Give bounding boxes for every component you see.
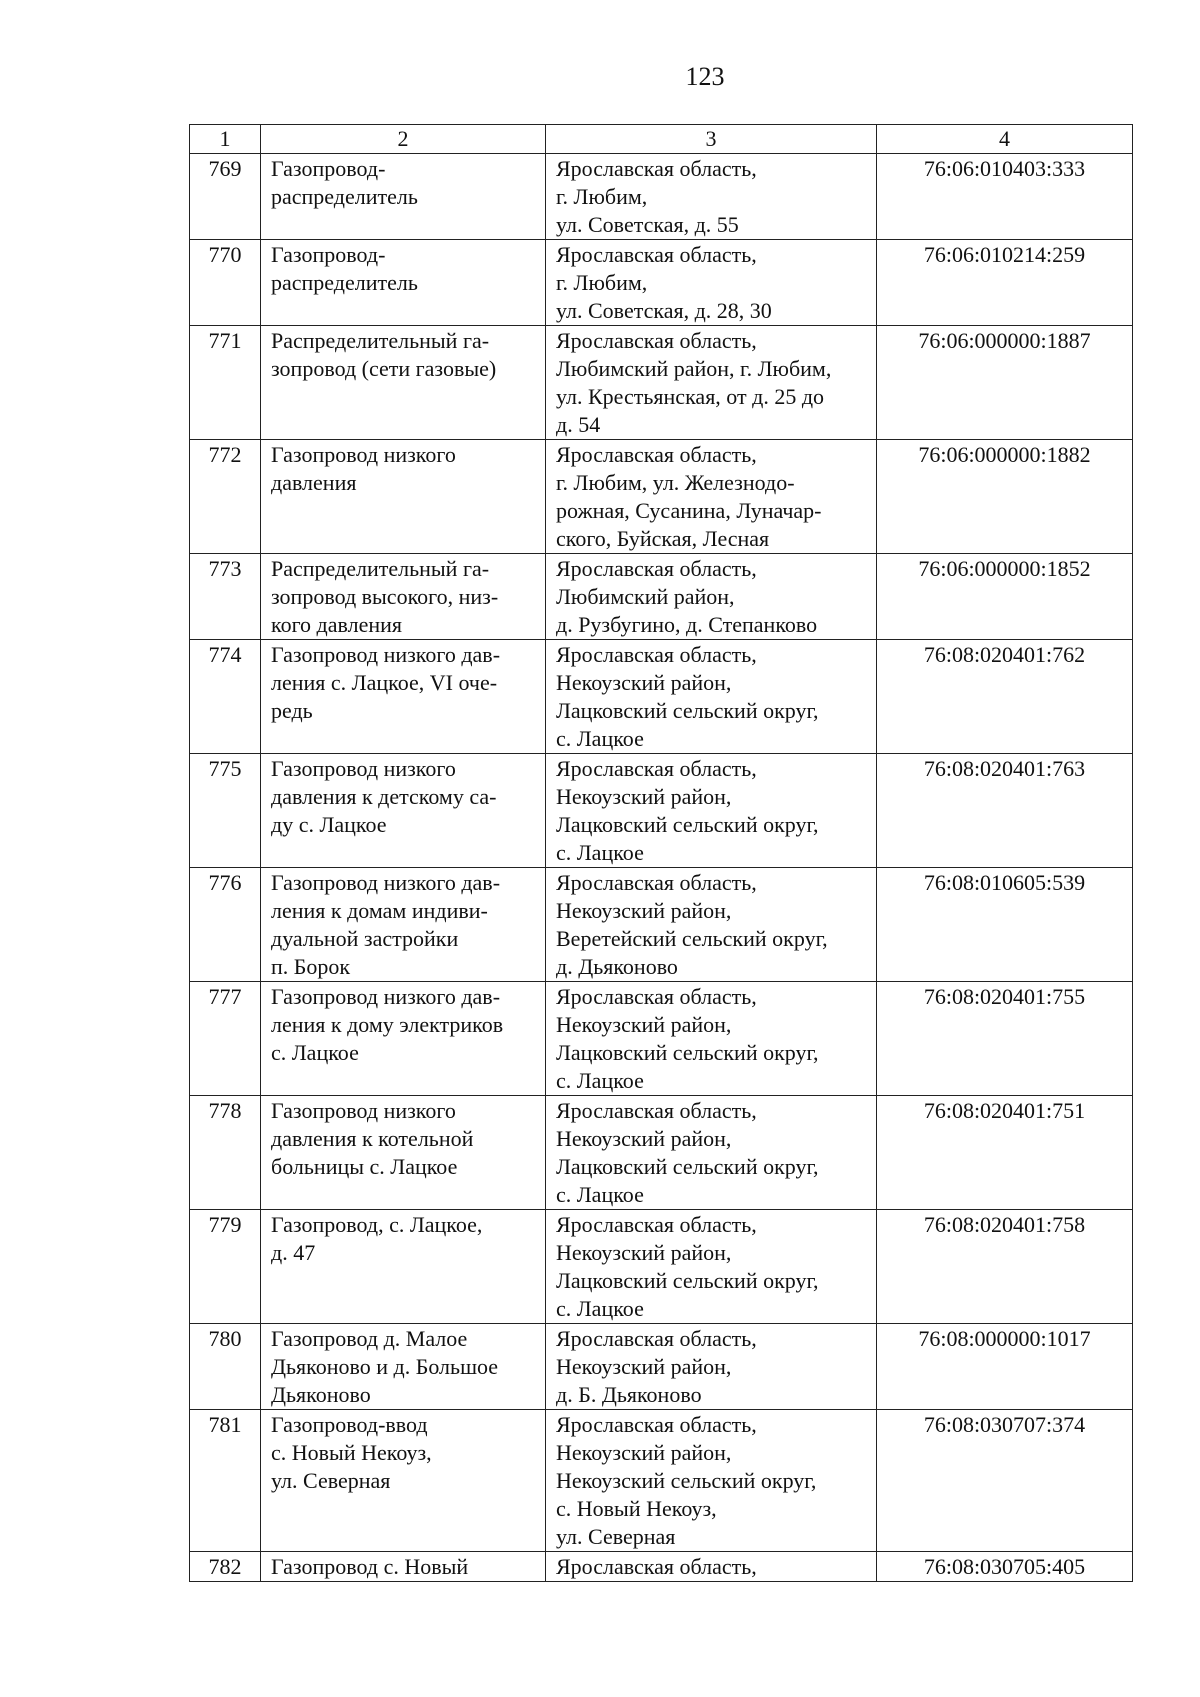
text-line: давления к котельной [271, 1126, 474, 1151]
object-name-cell [261, 1096, 546, 1210]
address-cell [546, 982, 877, 1096]
row-number-cell: 782 [190, 1552, 261, 1582]
text-line: г. Любим, [556, 270, 648, 295]
text-line: Некоузский район, [556, 898, 732, 923]
header-row [190, 125, 1133, 154]
text-line: д. 54 [556, 412, 601, 437]
text-line: д. Б. Дьяконово [556, 1382, 702, 1407]
text-line: Газопровод низкого [271, 756, 456, 781]
cadastral-number-cell: 76:08:020401:762 [877, 640, 1133, 754]
text-line: Некоузский сельский округ, [556, 1468, 817, 1493]
object-name-cell [261, 1210, 546, 1324]
text-line: зопровод высокого, низ- [271, 584, 499, 609]
cadastral-number-cell: 76:08:030705:405 [877, 1552, 1133, 1582]
object-name-cell [261, 754, 546, 868]
cadastral-number-cell: 76:08:020401:763 [877, 754, 1133, 868]
object-name-cell [261, 640, 546, 754]
text-line: давления [271, 470, 357, 495]
object-name-cell [261, 982, 546, 1096]
text-line: ул. Северная [556, 1524, 676, 1549]
text-line: редь [271, 698, 313, 723]
object-name-cell [261, 554, 546, 640]
text-line: Газопровод- [271, 242, 386, 267]
text-line: с. Лацкое [556, 1182, 644, 1207]
table-row [190, 754, 1133, 868]
text-line: Ярославская область, [556, 556, 757, 581]
table-row [190, 640, 1133, 754]
text-line: Некоузский район, [556, 1440, 732, 1465]
address-cell [546, 1210, 877, 1324]
table-row [190, 440, 1133, 554]
text-line: Любимский район, [556, 584, 735, 609]
text-line: Ярославская область, [556, 756, 757, 781]
text-line: Газопровод низкого дав- [271, 642, 501, 667]
cadastral-number-cell: 76:06:000000:1887 [877, 326, 1133, 440]
row-number-cell: 779 [190, 1210, 261, 1324]
row-number-cell: 776 [190, 868, 261, 982]
text-line: Любимский район, г. Любим, [556, 356, 832, 381]
text-line: Ярославская область, [556, 242, 757, 267]
text-line: ул. Крестьянская, от д. 25 до [556, 384, 825, 409]
row-number-cell: 777 [190, 982, 261, 1096]
text-line: г. Любим, ул. Железнодо- [556, 470, 795, 495]
address-cell [546, 1096, 877, 1210]
row-number-cell: 770 [190, 240, 261, 326]
address-cell [546, 640, 877, 754]
address-cell [546, 868, 877, 982]
text-line: дуальной застройки [271, 926, 459, 951]
table-row [190, 1210, 1133, 1324]
table-row [190, 982, 1133, 1096]
text-line: Ярославская область, [556, 328, 757, 353]
text-line: кого давления [271, 612, 403, 637]
text-line: Распределительный га- [271, 328, 490, 353]
text-line: Газопровод низкого [271, 1098, 456, 1123]
text-line: Дьяконово [271, 1382, 371, 1407]
text-line: ду с. Лацкое [271, 812, 387, 837]
address-cell [546, 1324, 877, 1410]
text-line: Некоузский район, [556, 1240, 732, 1265]
text-line: Газопровод-ввод [271, 1412, 428, 1437]
text-line: зопровод (сети газовые) [271, 356, 497, 381]
row-number-cell: 778 [190, 1096, 261, 1210]
registry-table [189, 124, 1133, 1582]
text-line: с. Новый Некоуз, [556, 1496, 717, 1521]
address-cell [546, 554, 877, 640]
text-line: Некоузский район, [556, 784, 732, 809]
address-cell [546, 154, 877, 240]
table-row [190, 154, 1133, 240]
text-line: Ярославская область, [556, 442, 757, 467]
column-header-1: 1 [190, 125, 261, 154]
text-line: давления к детскому са- [271, 784, 497, 809]
text-line: с. Лацкое [271, 1040, 359, 1065]
address-cell [546, 1410, 877, 1552]
text-line: Газопровод д. Малое [271, 1326, 468, 1351]
table-row [190, 326, 1133, 440]
text-line: Газопровод низкого [271, 442, 456, 467]
text-line: Некоузский район, [556, 1126, 732, 1151]
cadastral-number-cell: 76:08:010605:539 [877, 868, 1133, 982]
text-line: больницы с. Лацкое [271, 1154, 458, 1179]
text-line: Лацковский сельский округ, [556, 812, 819, 837]
cadastral-number-cell: 76:08:030707:374 [877, 1410, 1133, 1552]
table-row [190, 240, 1133, 326]
text-line: ского, Буйская, Лесная [556, 526, 770, 551]
row-number-cell: 769 [190, 154, 261, 240]
address-cell [546, 754, 877, 868]
text-line: Некоузский район, [556, 1354, 732, 1379]
row-number-cell: 772 [190, 440, 261, 554]
text-line: Газопровод низкого дав- [271, 984, 501, 1009]
text-line: Дьяконово и д. Большое [271, 1354, 499, 1379]
address-cell [546, 240, 877, 326]
object-name-cell [261, 1552, 546, 1582]
text-line: ул. Советская, д. 55 [556, 212, 739, 237]
cadastral-number-cell: 76:08:020401:755 [877, 982, 1133, 1096]
text-line: с. Лацкое [556, 840, 644, 865]
text-line: с. Лацкое [556, 1068, 644, 1093]
text-line: с. Лацкое [556, 726, 644, 751]
text-line: Ярославская область, [556, 156, 757, 181]
row-number-cell: 781 [190, 1410, 261, 1552]
column-header-3: 3 [546, 125, 877, 154]
cadastral-number-cell: 76:08:000000:1017 [877, 1324, 1133, 1410]
row-number-cell: 775 [190, 754, 261, 868]
object-name-cell [261, 326, 546, 440]
object-name-cell [261, 154, 546, 240]
text-line: Газопровод с. Новый [271, 1554, 469, 1579]
text-line: Лацковский сельский округ, [556, 698, 819, 723]
text-line: с. Лацкое [556, 1296, 644, 1321]
row-number-cell: 771 [190, 326, 261, 440]
text-line: распределитель [271, 270, 418, 295]
row-number-cell: 774 [190, 640, 261, 754]
text-line: распределитель [271, 184, 418, 209]
cadastral-number-cell: 76:08:020401:758 [877, 1210, 1133, 1324]
text-line: с. Новый Некоуз, [271, 1440, 432, 1465]
address-cell [546, 440, 877, 554]
text-line: Ярославская область, [556, 870, 757, 895]
text-line: д. Дьяконово [556, 954, 678, 979]
text-line: Лацковский сельский округ, [556, 1268, 819, 1293]
object-name-cell [261, 868, 546, 982]
cadastral-number-cell: 76:08:020401:751 [877, 1096, 1133, 1210]
text-line: д. 47 [271, 1240, 316, 1265]
text-line: Лацковский сельский округ, [556, 1154, 819, 1179]
text-line: д. Рузбугино, д. Степанково [556, 612, 818, 637]
cadastral-number-cell: 76:06:000000:1852 [877, 554, 1133, 640]
text-line: ления с. Лацкое, VI оче- [271, 670, 498, 695]
row-number-cell: 773 [190, 554, 261, 640]
text-line: Газопровод низкого дав- [271, 870, 501, 895]
text-line: ул. Советская, д. 28, 30 [556, 298, 772, 323]
text-line: Ярославская область, [556, 1326, 757, 1351]
table-row [190, 868, 1133, 982]
text-line: Некоузский район, [556, 1012, 732, 1037]
page-number: 123 [685, 62, 725, 91]
text-line: Ярославская область, [556, 984, 757, 1009]
object-name-cell [261, 1324, 546, 1410]
table-body [190, 154, 1133, 1582]
text-line: ления к домам индиви- [271, 898, 488, 923]
text-line: Ярославская область, [556, 1212, 757, 1237]
table-row [190, 1410, 1133, 1552]
text-line: п. Борок [271, 954, 351, 979]
text-line: Веретейский сельский округ, [556, 926, 828, 951]
text-line: ул. Северная [271, 1468, 391, 1493]
text-line: ления к дому электриков [271, 1012, 504, 1037]
column-header-2: 2 [261, 125, 546, 154]
text-line: Газопровод, с. Лацкое, [271, 1212, 483, 1237]
text-line: Некоузский район, [556, 670, 732, 695]
table-row [190, 1096, 1133, 1210]
text-line: Ярославская область, [556, 1554, 757, 1579]
column-header-4: 4 [877, 125, 1133, 154]
address-cell [546, 326, 877, 440]
text-line: Распределительный га- [271, 556, 490, 581]
object-name-cell [261, 1410, 546, 1552]
cadastral-number-cell: 76:06:010214:259 [877, 240, 1133, 326]
table-row [190, 1324, 1133, 1410]
object-name-cell [261, 240, 546, 326]
text-line: Газопровод- [271, 156, 386, 181]
row-number-cell: 780 [190, 1324, 261, 1410]
text-line: рожная, Сусанина, Луначар- [556, 498, 822, 523]
cadastral-number-cell: 76:06:000000:1882 [877, 440, 1133, 554]
text-line: г. Любим, [556, 184, 648, 209]
table-header [190, 125, 1133, 154]
table-row [190, 554, 1133, 640]
cadastral-number-cell: 76:06:010403:333 [877, 154, 1133, 240]
object-name-cell [261, 440, 546, 554]
text-line: Лацковский сельский округ, [556, 1040, 819, 1065]
text-line: Ярославская область, [556, 1098, 757, 1123]
address-cell [546, 1552, 877, 1582]
text-line: Ярославская область, [556, 642, 757, 667]
table-row [190, 1552, 1133, 1582]
text-line: Ярославская область, [556, 1412, 757, 1437]
